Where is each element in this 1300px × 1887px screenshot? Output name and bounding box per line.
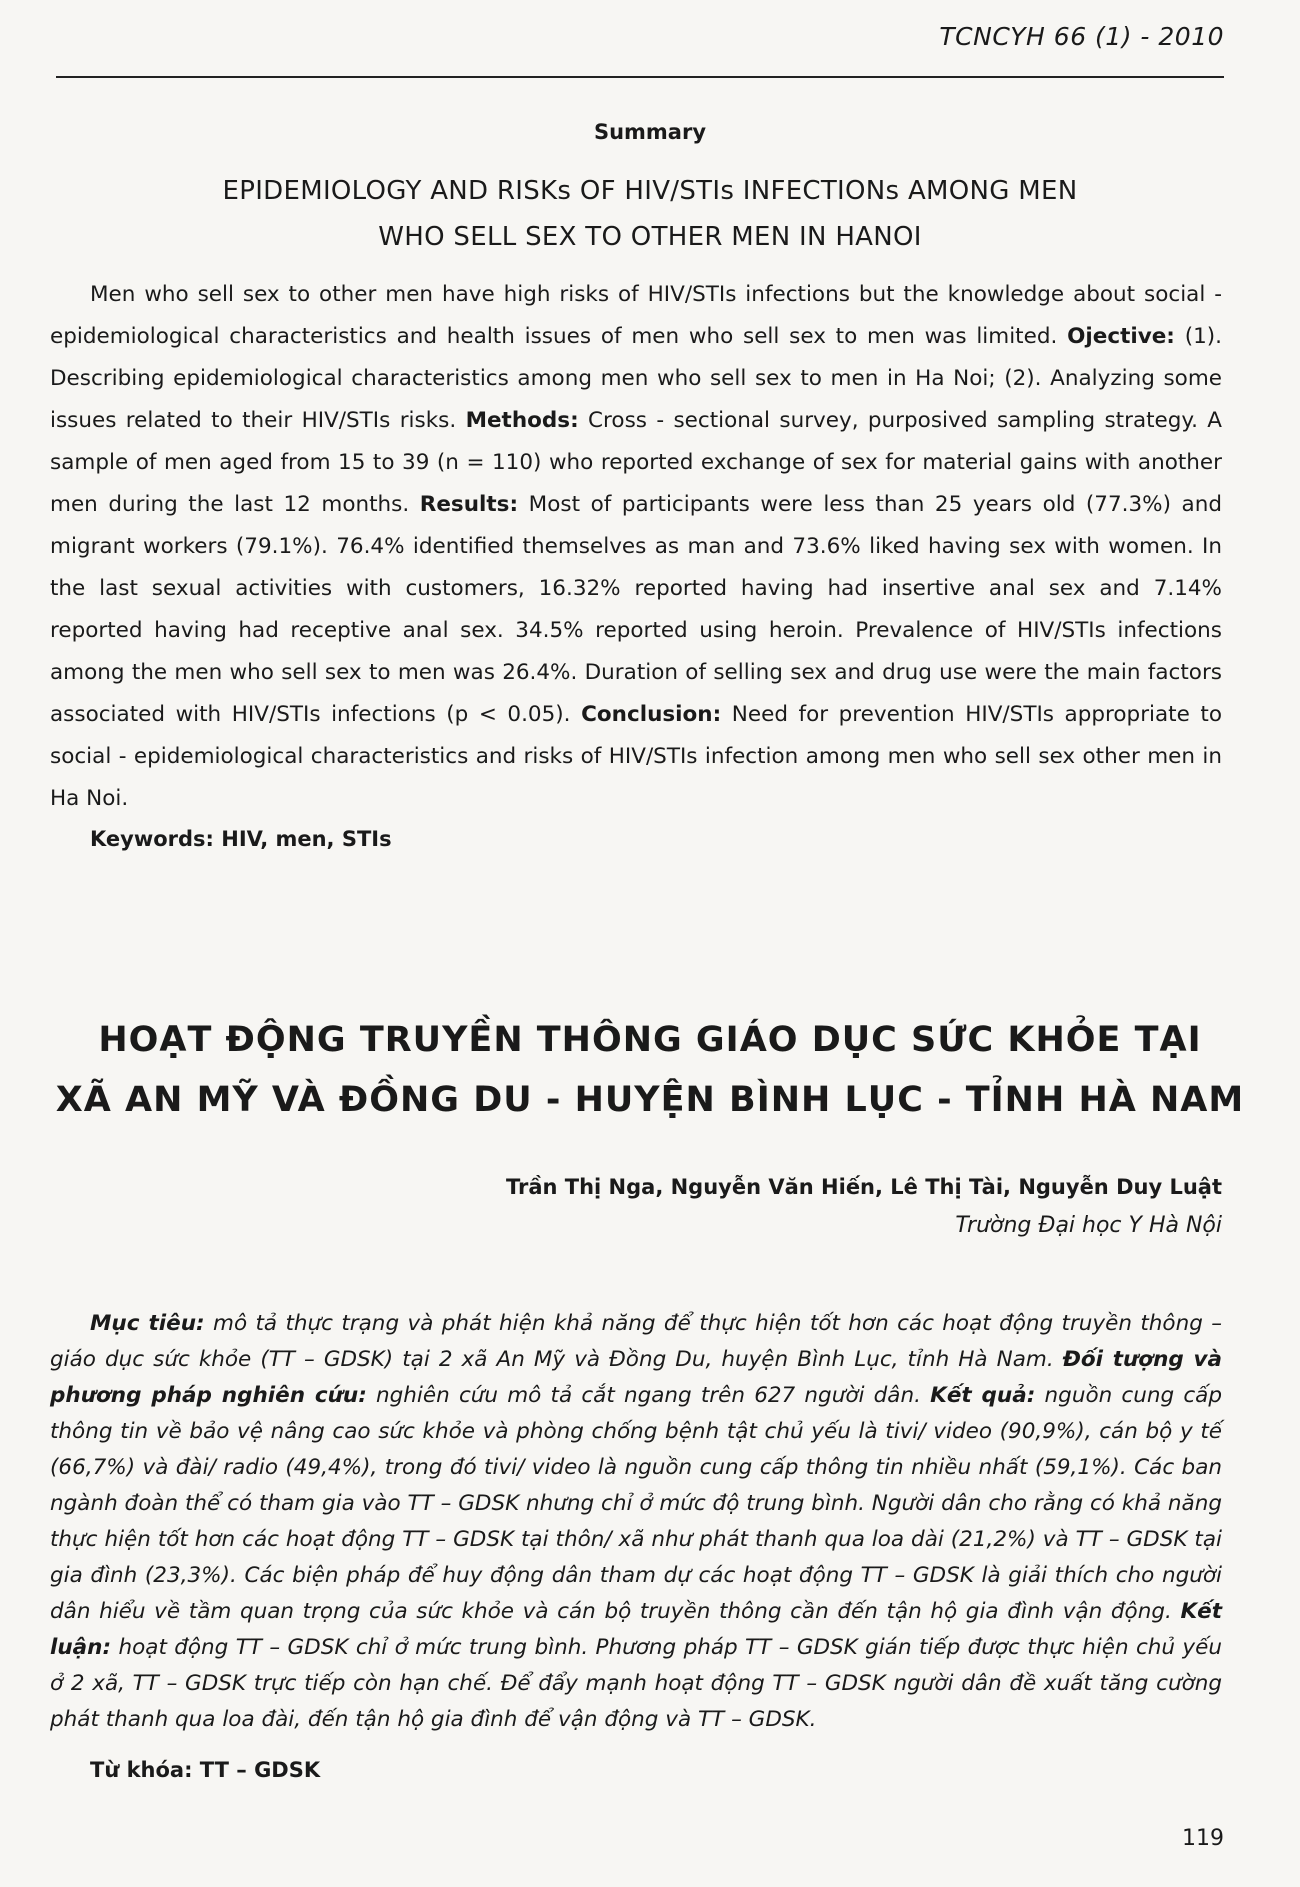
journal-reference: TCNCYH 66 (1) - 2010 [939,22,1224,51]
summary-label: Summary [593,120,707,144]
english-keywords: Keywords: HIV, men, STIs [90,827,392,851]
vietnamese-title-line-2: XÃ AN MỸ VÀ ĐỒNG DU - HUYỆN BÌNH LỤC - TỈNH HÀ NAM [55,1080,1245,1120]
vn-methods-label: Đối tượng và phương pháp nghiên cứu: [50,1347,1222,1408]
vietnamese-title-line-1: HOẠT ĐỘNG TRUYỀN THÔNG GIÁO DỤC SỨC KHỎE TẠI [98,1020,1202,1060]
vn-conclusion-text: hoạt động TT – GDSK chỉ ở mức trung bình. Phương pháp TT – GDSK gián tiếp được thực hiện chủ yếu ở 2 xã, TT – GDSK trực tiếp còn hạn chế. Để đẩy mạnh hoạt động TT – GDSK người dân đề xuất tăng cường phát thanh qua loa đài, đến tận hộ gia đình để vận động và TT – GDSK. [50,1635,1222,1732]
methods-text: Cross - sectional survey, purposived sampling strategy. A sample of men aged from 15 to 39 (n = 110) who reported exchange of sex for material gains with another men during the last 12 months. [50,408,1222,517]
objective-text: (1). Describing epidemiological characteristics among men who sell sex to men in Ha Noi; (2). Analyzing some issues related to their HIV/STIs risks. [50,324,1222,433]
vietnamese-title [50,1010,1250,1130]
affiliation: Trường Đại học Y Hà Nội [955,1213,1222,1238]
vn-conclusion-label: Kết luận: [50,1599,1222,1660]
results-label: Results: [419,492,519,517]
english-abstract [50,274,1222,820]
english-title [100,168,1200,260]
vn-objective-label: Mục tiêu: [90,1311,205,1336]
vn-methods-text: nghiên cứu mô tả cắt ngang trên 627 người dân. [376,1383,921,1408]
conclusion-label: Conclusion: [581,702,722,727]
authors: Trần Thị Nga, Nguyễn Văn Hiến, Lê Thị Tài, Nguyễn Duy Luật [505,1175,1222,1199]
english-title-line-1: EPIDEMIOLOGY AND RISKs OF HIV/STIs INFECTIONs AMONG MEN [222,176,1078,206]
methods-label: Methods: [465,408,579,433]
abstract-intro: Men who sell sex to other men have high risks of HIV/STIs infections but the knowledge about social - epidemiological characteristics and health issues of men who sell sex to men was limited. [50,282,1222,349]
results-text: Most of participants were less than 25 years old (77.3%) and migrant workers (79.1%). 76.4% identified themselves as man and 73.6% liked having sex with women. In the last sexual activities with customers, 16.32% reported having had insertive anal sex and 7.14% reported having had receptive anal sex. 34.5% reported using heroin. Prevalence of HIV/STIs infections among the men who sell sex to men was 26.4%. Duration of selling sex and drug use were the main factors associated with HIV/STIs infections (p < 0.05). [50,492,1222,727]
vietnamese-abstract [50,1306,1222,1738]
english-title-line-2: WHO SELL SEX TO OTHER MEN IN HANOI [378,222,922,252]
vn-objective-text: mô tả thực trạng và phát hiện khả năng để thực hiện tốt hơn các hoạt động truyền thông – giáo dục sức khỏe (TT – GDSK) tại 2 xã An Mỹ và Đồng Du, huyện Bình Lục, tỉnh Hà Nam. [50,1311,1222,1372]
vn-results-label: Kết quả: [930,1383,1036,1408]
objective-label: Ojective: [1067,324,1175,349]
page-number: 119 [1182,1826,1224,1851]
vietnamese-keywords: Từ khóa: TT – GDSK [90,1758,321,1782]
conclusion-text: Need for prevention HIV/STIs appropriate to social - epidemiological characteristics and risks of HIV/STIs infection among men who sell sex other men in Ha Noi. [50,702,1222,811]
vn-results-text: nguồn cung cấp thông tin về bảo vệ nâng cao sức khỏe và phòng chống bệnh tật chủ yếu là tivi/ video (90,9%), cán bộ y tế (66,7%) và đài/ radio (49,4%), trong đó tivi/ video là nguồn cung cấp thông tin nhiều nhất (59,1%). Các ban ngành đoàn thể có tham gia vào TT – GDSK nhưng chỉ ở mức độ trung bình. Người dân cho rằng có khả năng thực hiện tốt hơn các hoạt động TT – GDSK tại thôn/ xã như phát thanh qua loa dài (21,2%) và TT – GDSK tại gia đình (23,3%). Các biện pháp để huy động dân tham dự các hoạt động TT – GDSK là giải thích cho người dân hiểu về tầm quan trọng của sức khỏe và cán bộ truyền thông cần đến tận hộ gia đình vận động. [50,1383,1222,1624]
header-rule [56,76,1224,78]
